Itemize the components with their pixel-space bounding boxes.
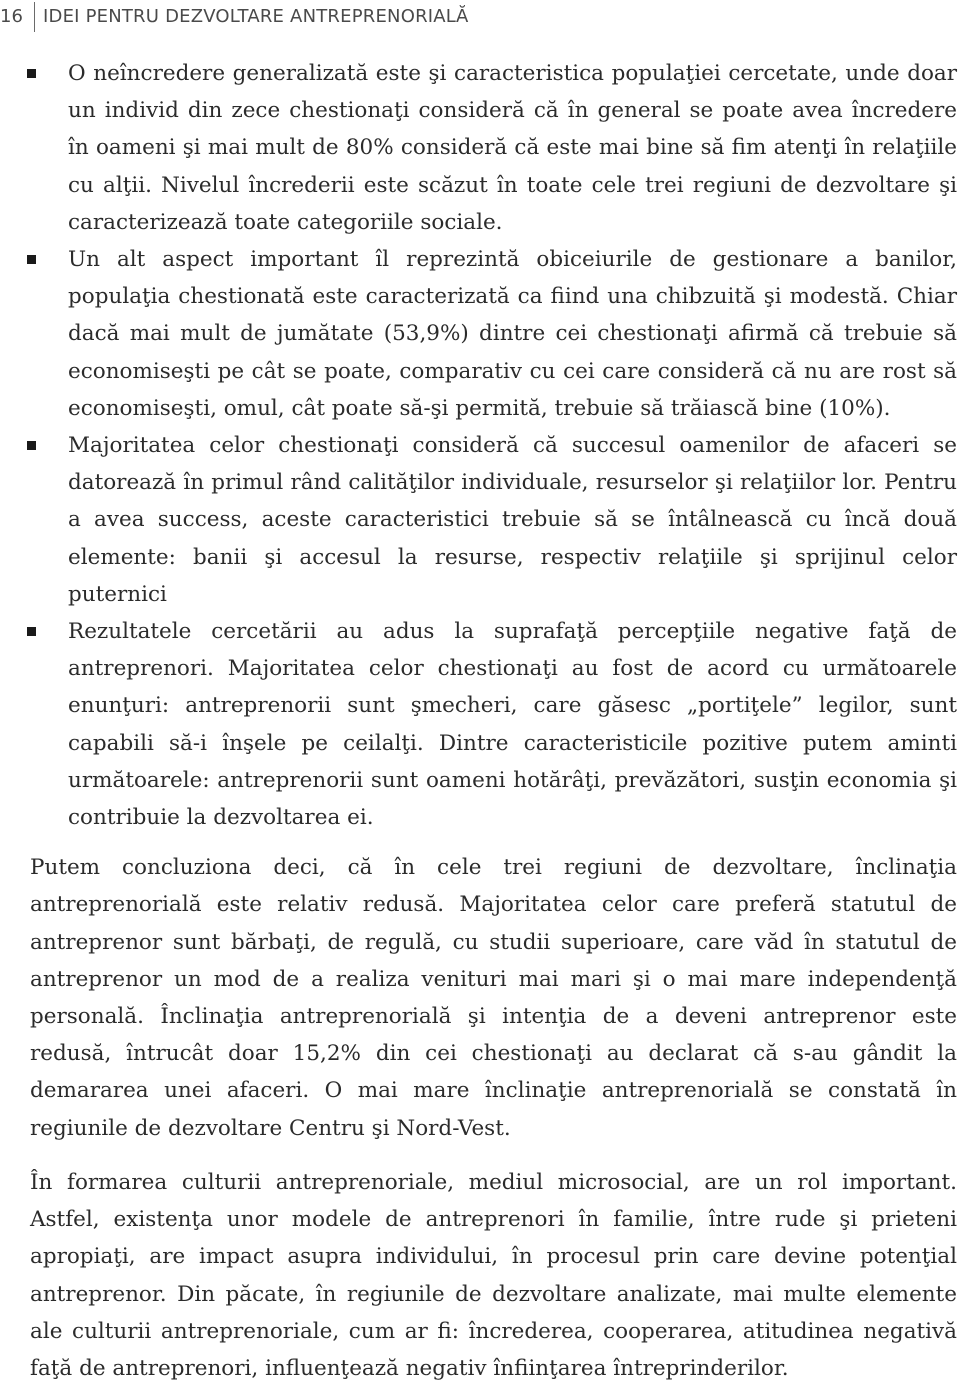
list-item-text: O neîncredere generalizată este şi caracteristica populaţiei cercetate, unde doar un individ din zece chestionaţi consideră că în general se poate avea încredere în oameni şi mai mult de 80% consideră că este mai bine să fim atenţi în relaţiile cu alţii. Nivelul încrederii este scăzut în toate cele trei regiuni de dezvoltare şi caracterizează toate categoriile sociale.: [68, 61, 957, 235]
list-item: [30, 613, 957, 836]
running-head-title: IDEI PENTRU DEZVOLTARE ANTREPRENORIALĂ: [43, 6, 469, 27]
conclusion-paragraph: Putem concluziona deci, că în cele trei regiuni de dezvoltare, înclinaţia antreprenorială este relativ redusă. Majoritatea celor care preferă statutul de antreprenor sunt bărbaţi, de regulă, cu studii superioare, care văd în statutul de antreprenor un mod de a realiza venituri mai mari şi o mai mare independenţă personală. Înclinaţia antreprenorială şi intenţia de a deveni antreprenor este redusă, întrucât doar 15,2% din cei chestionaţi au declarat că s-au gândit la demararea unei afaceri. O mai mare înclinaţie antreprenorială se constată în regiunile de dezvoltare Centru şi Nord-Vest.: [30, 855, 957, 1141]
square-bullet-icon: [27, 69, 36, 78]
square-bullet-icon: [27, 627, 36, 636]
list-item: [30, 241, 957, 427]
list-item: [30, 55, 957, 241]
culture-paragraph: În formarea culturii antreprenoriale, mediul microsocial, are un rol important. Astfel, existenţa unor modele de antreprenori în familie, între rude şi prieteni apropiaţi, are impact asupra individului, în procesul prin care devine potenţial antreprenor. Din păcate, în regiunile de dezvoltare analizate, mai multe elemente ale culturii antreprenoriale, cum ar fi: încrederea, cooperarea, atitudinea negativă faţă de antreprenori, influenţează negativ înfiinţarea întreprinderilor.: [30, 1169, 957, 1381]
page-body: [30, 55, 957, 1387]
square-bullet-icon: [27, 441, 36, 450]
square-bullet-icon: [27, 255, 36, 264]
list-item-text: Rezultatele cercetării au adus la suprafaţă percepţiile negative faţă de antreprenori. Majoritatea celor chestionaţi au fost de acord cu următoarele enunţuri: antreprenorii sunt şmecheri, care găsesc „portiţele” legilor, sunt capabili să-i înşele pe ceilalţi. Dintre caracteristicile pozitive putem aminti următoarele: antreprenorii sunt oameni hotărâţi, prevăzători, susţin economia şi contribuie la dezvoltarea ei.: [68, 619, 957, 831]
list-item-text: Majoritatea celor chestionaţi consideră că succesul oamenilor de afaceri se datorează în primul rând calităţilor individuale, resurselor şi relaţiilor lor. Pentru a avea success, aceste caracteristici trebuie să se întâlnească cu încă două elemente: banii şi accesul la resurse, respectiv relaţiile şi sprijinul celor puternici: [68, 433, 957, 607]
page-number: 16: [0, 2, 35, 32]
list-item: [30, 427, 957, 613]
findings-list: [30, 55, 957, 836]
running-head: [0, 2, 469, 32]
list-item-text: Un alt aspect important îl reprezintă obiceiurile de gestionare a banilor, populaţia chestionată este caracterizată ca fiind una chibzuită şi modestă. Chiar dacă mai mult de jumătate (53,9%) dintre cei chestionaţi afirmă că trebuie să economiseşti pe cât se poate, comparativ cu cei care consideră că nu are rost să economiseşti, omul, cât poate să-şi permită, trebuie să trăiască bine (10%).: [68, 247, 957, 421]
